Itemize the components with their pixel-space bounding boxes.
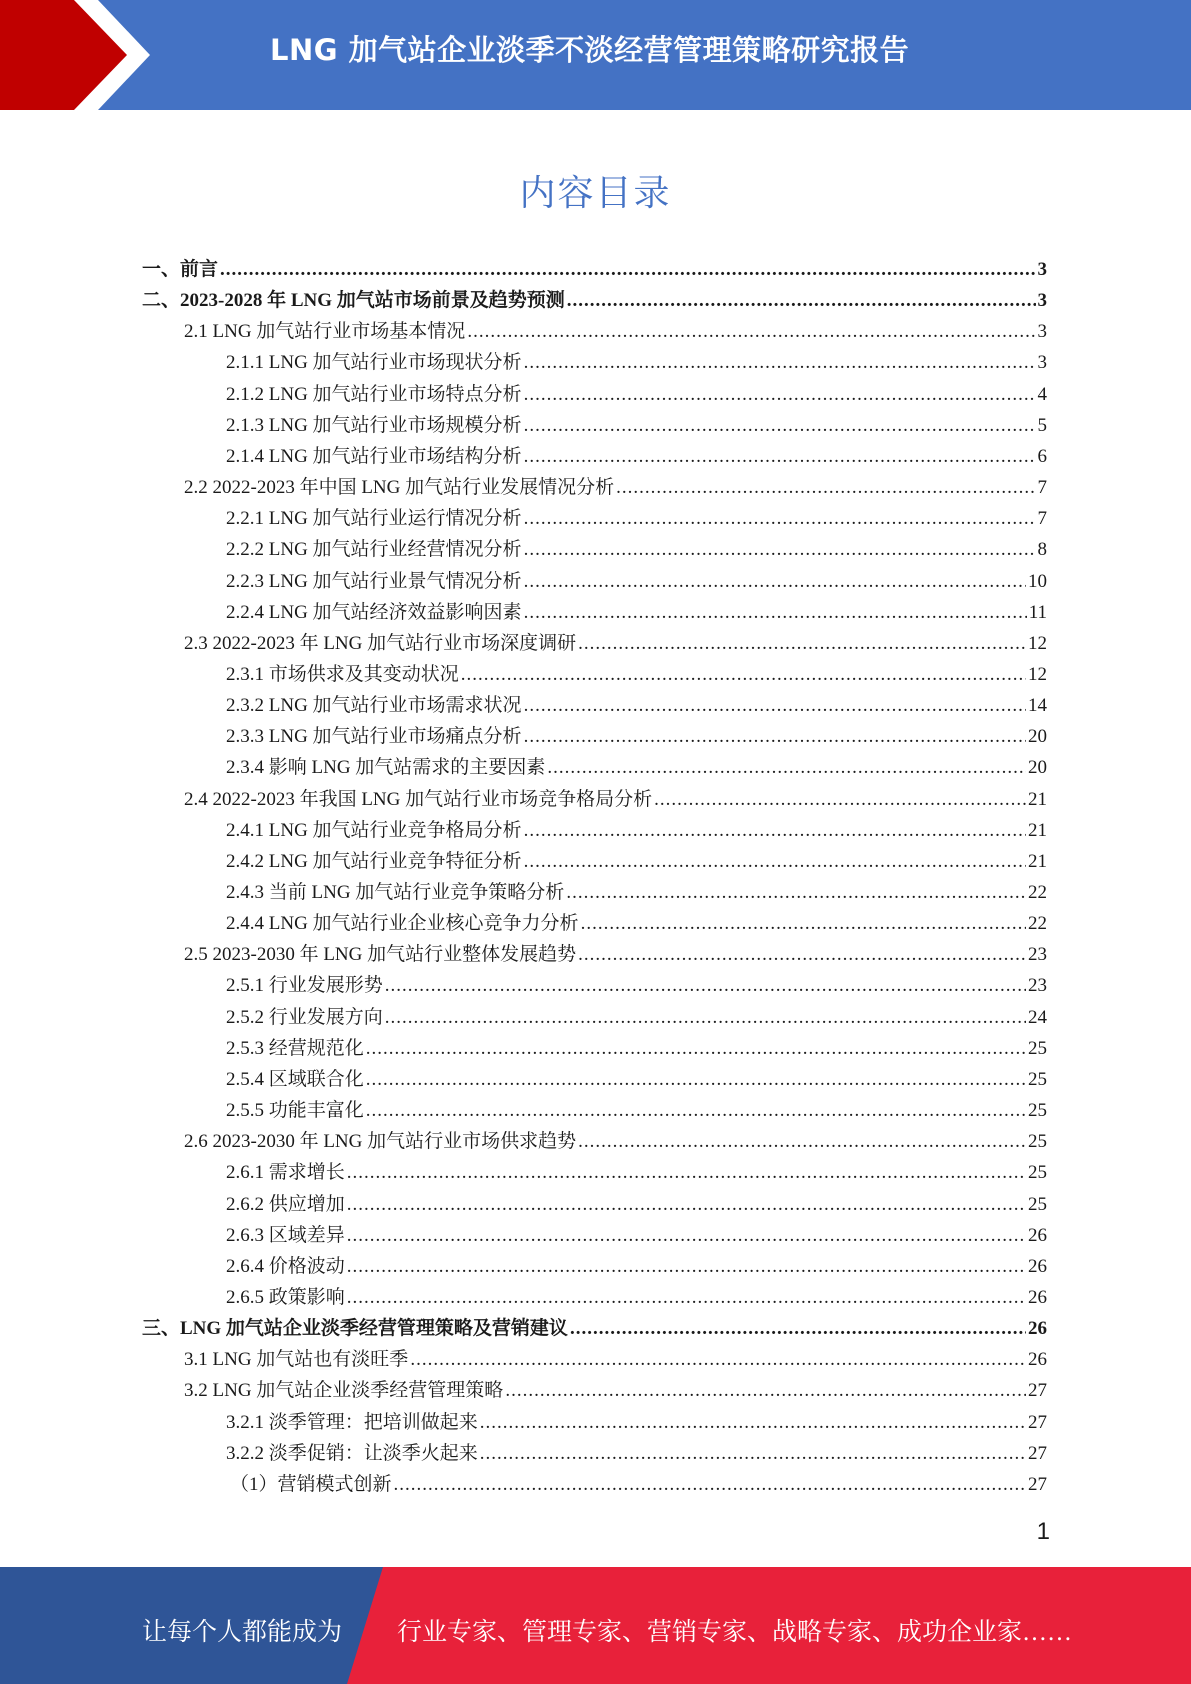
page-number: 1	[1036, 1518, 1050, 1545]
toc-entry-page: 26	[1028, 1286, 1047, 1308]
toc-entry-label: 2.3.2 LNG 加气站行业市场需求状况	[226, 695, 522, 717]
page-footer	[0, 1567, 1191, 1684]
toc-entry-page: 27	[1028, 1380, 1047, 1402]
header-arrow-icon	[0, 0, 160, 110]
page-header	[0, 0, 1191, 110]
toc-entry[interactable]	[226, 1064, 1047, 1095]
toc-entry-label: 2.5.2 行业发展方向	[226, 1006, 383, 1028]
toc-entry-label: 2.4.3 当前 LNG 加气站行业竞争策略分析	[226, 882, 565, 903]
toc-leader-dots	[366, 1064, 1026, 1095]
toc-entry-page: 12	[1028, 632, 1047, 654]
toc-entry[interactable]	[184, 1344, 1047, 1375]
toc-entry-page: 25	[1028, 1162, 1047, 1184]
toc-leader-dots	[524, 534, 1036, 565]
toc-entry[interactable]	[226, 503, 1047, 534]
toc-entry-page: 25	[1028, 1037, 1047, 1059]
toc-leader-dots	[616, 472, 1035, 503]
toc-entry-label: 2.2.1 LNG 加气站行业运行情况分析	[226, 508, 522, 530]
toc-entry-label: 2.5.3 经营规范化	[226, 1037, 364, 1059]
toc-entry-page: 24	[1028, 1006, 1047, 1028]
toc-leader-dots	[385, 1002, 1026, 1033]
toc-entry-label: 3.2.1 淡季管理：把培训做起来	[226, 1411, 478, 1433]
toc-entry-page: 21	[1028, 788, 1047, 810]
toc-entry-page: 7	[1037, 508, 1047, 530]
toc-entry-page: 26	[1028, 1318, 1047, 1340]
toc-entry-label: 2.4.2 LNG 加气站行业竞争特征分析	[226, 850, 522, 872]
toc-entry-label: 一、前言	[142, 259, 219, 280]
toc-entry-label: 3.1 LNG 加气站也有淡旺季	[184, 1349, 409, 1371]
toc-leader-dots	[524, 503, 1036, 534]
toc-entry-page: 20	[1028, 757, 1047, 779]
toc-entry[interactable]	[142, 254, 1047, 285]
footer-slogan-right: 行业专家、管理专家、营销专家、战略专家、成功企业家……	[397, 1619, 1073, 1646]
toc-entry[interactable]	[142, 285, 1047, 316]
toc-entry-label: 2.4 2022-2023 年我国 LNG 加气站行业市场竞争格局分析	[184, 788, 653, 810]
toc-leader-dots	[480, 1438, 1026, 1469]
toc-entry[interactable]	[226, 690, 1047, 721]
toc-entry-page: 27	[1028, 1442, 1047, 1464]
toc-entry[interactable]	[226, 410, 1047, 441]
toc-leader-dots	[567, 285, 1036, 316]
toc-entry-page: 14	[1028, 695, 1047, 717]
toc-entry-page: 26	[1028, 1224, 1047, 1246]
toc-leader-dots	[366, 1095, 1026, 1126]
toc-entry-page: 3	[1037, 259, 1047, 280]
toc-entry-label: 三、LNG 加气站企业淡季经营管理策略及营销建议	[142, 1318, 568, 1340]
toc-entry-label: 3.2 LNG 加气站企业淡季经营管理策略	[184, 1380, 504, 1402]
toc-entry[interactable]	[226, 1157, 1047, 1188]
toc-entry-label: 2.4.1 LNG 加气站行业竞争格局分析	[226, 819, 522, 841]
toc-entry[interactable]	[226, 347, 1047, 378]
toc-entry-label: 2.2 2022-2023 年中国 LNG 加气站行业发展情况分析	[184, 477, 615, 499]
toc-entry-label: 2.2.3 LNG 加气站行业景气情况分析	[226, 570, 522, 592]
toc-entry-page: 7	[1037, 477, 1047, 499]
toc-entry[interactable]	[226, 1438, 1047, 1469]
toc-leader-dots	[385, 970, 1026, 1001]
toc-entry[interactable]	[226, 1095, 1047, 1126]
toc-entry-page: 21	[1028, 819, 1047, 841]
toc-leader-dots	[347, 1220, 1026, 1251]
toc-entry-label: （1）营销模式创新	[230, 1473, 392, 1495]
toc-entry[interactable]	[226, 908, 1047, 939]
toc-leader-dots	[524, 815, 1026, 846]
toc-entry-label: 2.3 2022-2023 年 LNG 加气站行业市场深度调研	[184, 632, 577, 654]
toc-entry[interactable]	[226, 566, 1047, 597]
toc-entry[interactable]	[226, 441, 1047, 472]
toc-entry[interactable]	[226, 752, 1047, 783]
toc-entry-page: 25	[1028, 1193, 1047, 1215]
toc-entry[interactable]	[142, 1313, 1047, 1344]
toc-leader-dots	[347, 1282, 1026, 1313]
toc-entry[interactable]	[184, 316, 1047, 347]
toc-leader-dots	[410, 1344, 1026, 1375]
toc-entry-page: 21	[1028, 850, 1047, 872]
toc-entry[interactable]	[226, 815, 1047, 846]
toc-entry[interactable]	[184, 784, 1047, 815]
toc-leader-dots	[566, 877, 1026, 908]
toc-entry[interactable]	[226, 1189, 1047, 1220]
toc-entry-page: 26	[1028, 1349, 1047, 1371]
toc-entry-label: 2.6 2023-2030 年 LNG 加气站行业市场供求趋势	[184, 1131, 577, 1153]
toc-entry[interactable]	[226, 1251, 1047, 1282]
toc-entry[interactable]	[226, 597, 1047, 628]
toc-entry[interactable]	[226, 1033, 1047, 1064]
toc-leader-dots	[524, 441, 1036, 472]
toc-leader-dots	[578, 939, 1026, 970]
toc-entry-page: 11	[1028, 601, 1047, 623]
toc-entry-page: 25	[1028, 1068, 1047, 1090]
toc-entry-page: 3	[1037, 290, 1047, 312]
toc-entry-label: 3.2.2 淡季促销：让淡季火起来	[226, 1442, 478, 1464]
toc-entry-page: 26	[1028, 1255, 1047, 1277]
toc-entry[interactable]	[226, 1407, 1047, 1438]
toc-entry-label: 2.3.3 LNG 加气站行业市场痛点分析	[226, 726, 522, 748]
toc-leader-dots	[524, 597, 1027, 628]
toc-leader-dots	[220, 254, 1035, 285]
toc-entry-page: 23	[1028, 975, 1047, 997]
toc-entry[interactable]	[226, 659, 1047, 690]
toc-entry-label: 2.6.5 政策影响	[226, 1286, 345, 1308]
toc-entry-label: 2.6.4 价格波动	[226, 1255, 345, 1277]
toc-leader-dots	[524, 410, 1036, 441]
toc-leader-dots	[524, 690, 1026, 721]
toc-entry[interactable]	[226, 1220, 1047, 1251]
toc-leader-dots	[578, 1126, 1026, 1157]
toc-entry-page: 5	[1037, 414, 1047, 436]
toc-entry[interactable]	[226, 877, 1047, 908]
toc-entry[interactable]	[184, 1126, 1047, 1157]
toc-entry-page: 22	[1028, 913, 1047, 935]
toc-entry[interactable]	[226, 1002, 1047, 1033]
toc-leader-dots	[570, 1313, 1026, 1344]
toc-entry-label: 2.1 LNG 加气站行业市场基本情况	[184, 321, 466, 343]
toc-leader-dots	[654, 784, 1026, 815]
toc-entry-label: 2.5.4 区域联合化	[226, 1068, 364, 1090]
toc-entry-page: 6	[1037, 445, 1047, 467]
toc-leader-dots	[524, 347, 1036, 378]
toc-entry-page: 27	[1028, 1473, 1047, 1495]
toc-entry-label: 2.6.1 需求增长	[226, 1162, 345, 1184]
toc-leader-dots	[347, 1251, 1026, 1282]
toc-entry-label: 2.1.2 LNG 加气站行业市场特点分析	[226, 383, 522, 405]
toc-entry-label: 2.5 2023-2030 年 LNG 加气站行业整体发展趋势	[184, 944, 577, 966]
toc-entry-label: 2.1.1 LNG 加气站行业市场现状分析	[226, 352, 522, 374]
toc-leader-dots	[578, 628, 1026, 659]
footer-slogan-left: 让每个人都能成为	[142, 1619, 343, 1646]
toc-entry-page: 20	[1028, 726, 1047, 748]
toc-entry-page: 4	[1037, 383, 1047, 405]
toc-leader-dots	[480, 1407, 1026, 1438]
toc-leader-dots	[547, 752, 1026, 783]
toc-entry-label: 二、2023-2028 年 LNG 加气站市场前景及趋势预测	[142, 290, 565, 312]
toc-entry-label: 2.6.3 区域差异	[226, 1224, 345, 1246]
toc-entry[interactable]	[184, 939, 1047, 970]
toc-entry[interactable]	[226, 1282, 1047, 1313]
toc-entry[interactable]	[230, 1469, 1047, 1500]
toc-leader-dots	[524, 846, 1026, 877]
toc-entry-label: 2.3.1 市场供求及其变动状况	[226, 663, 459, 685]
toc-leader-dots	[524, 379, 1036, 410]
toc-leader-dots	[467, 316, 1035, 347]
toc-entry-page: 3	[1037, 321, 1047, 343]
toc-entry-label: 2.2.4 LNG 加气站经济效益影响因素	[226, 601, 522, 623]
toc-entry[interactable]	[226, 846, 1047, 877]
toc-entry-page: 25	[1028, 1131, 1047, 1153]
toc-leader-dots	[461, 659, 1026, 690]
toc-leader-dots	[347, 1189, 1026, 1220]
toc-leader-dots	[394, 1469, 1026, 1500]
toc-entry-page: 8	[1037, 539, 1047, 561]
toc-leader-dots	[505, 1375, 1026, 1406]
toc-entry-page: 23	[1028, 944, 1047, 966]
toc-entry-page: 25	[1028, 1100, 1047, 1122]
toc-title: 内容目录	[519, 173, 672, 214]
toc-entry[interactable]	[184, 472, 1047, 503]
toc-entry[interactable]	[226, 379, 1047, 410]
toc-entry-label: 2.5.5 功能丰富化	[226, 1100, 364, 1122]
toc-entry-page: 27	[1028, 1411, 1047, 1433]
toc-leader-dots	[524, 566, 1026, 597]
toc-entry-page: 10	[1028, 570, 1047, 592]
toc-entry-label: 2.2.2 LNG 加气站行业经营情况分析	[226, 539, 522, 561]
toc-leader-dots	[366, 1033, 1026, 1064]
toc-entry-page: 3	[1037, 352, 1047, 374]
toc-entry-page: 22	[1028, 882, 1047, 903]
toc-entry[interactable]	[226, 534, 1047, 565]
toc-entry-label: 2.5.1 行业发展形势	[226, 975, 383, 997]
toc-leader-dots	[524, 721, 1026, 752]
toc-entry-label: 2.1.4 LNG 加气站行业市场结构分析	[226, 445, 522, 467]
toc-leader-dots	[581, 908, 1026, 939]
toc-entry-label: 2.1.3 LNG 加气站行业市场规模分析	[226, 414, 522, 436]
toc-leader-dots	[347, 1157, 1026, 1188]
toc-entry[interactable]	[184, 1375, 1047, 1406]
toc-entry[interactable]	[226, 970, 1047, 1001]
toc-entry-label: 2.3.4 影响 LNG 加气站需求的主要因素	[226, 757, 546, 779]
toc-entry-page: 12	[1028, 663, 1047, 685]
toc-entry[interactable]	[226, 721, 1047, 752]
toc-entry-label: 2.6.2 供应增加	[226, 1193, 345, 1215]
toc-entry[interactable]	[184, 628, 1047, 659]
header-title: LNG 加气站企业淡季不淡经营管理策略研究报告	[270, 33, 910, 67]
toc-entry-label: 2.4.4 LNG 加气站行业企业核心竞争力分析	[226, 913, 579, 935]
